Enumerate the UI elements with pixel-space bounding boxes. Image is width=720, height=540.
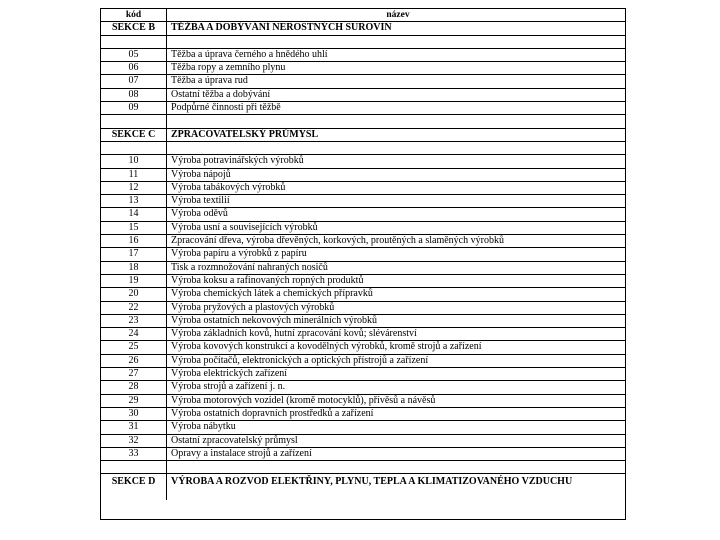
row-code — [101, 461, 167, 473]
row-name: Ostatní zpracovatelský průmysl — [171, 434, 298, 446]
row-name: Výroba papíru a výrobků z papíru — [171, 248, 307, 260]
table-row — [101, 169, 625, 182]
table-row — [101, 102, 625, 115]
table-row — [101, 248, 625, 261]
row-name: Těžba ropy a zemního plynu — [171, 62, 286, 74]
table-row — [101, 288, 625, 301]
row-code: 09 — [101, 102, 167, 114]
row-name: Výroba ostatních dopravních prostředků a zařízení — [171, 407, 374, 419]
row-name: Výroba nábytku — [171, 421, 236, 433]
table-row — [101, 208, 625, 221]
row-code: 16 — [101, 235, 167, 247]
row-name: Těžba a úprava rud — [171, 75, 248, 87]
row-code: 11 — [101, 169, 167, 181]
table-row — [101, 368, 625, 381]
row-code: SEKCE C — [101, 129, 167, 141]
row-code: 31 — [101, 421, 167, 433]
row-code: 33 — [101, 448, 167, 460]
table-row — [101, 395, 625, 408]
section-row — [101, 474, 625, 500]
table-row — [101, 182, 625, 195]
row-name — [167, 142, 625, 154]
spacer-row — [101, 461, 625, 474]
row-code: 23 — [101, 315, 167, 327]
table-row — [101, 408, 625, 421]
table-row — [101, 155, 625, 168]
table-row — [101, 222, 625, 235]
row-code — [101, 115, 167, 127]
row-code: SEKCE B — [101, 22, 167, 34]
row-name: Výroba kovových konstrukcí a kovodělných výrobků, kromě strojů a zařízení — [171, 341, 482, 353]
table-row — [101, 275, 625, 288]
row-name — [167, 115, 625, 127]
row-name: Výroba nápojů — [171, 168, 231, 180]
spacer-row — [101, 142, 625, 155]
row-code: 17 — [101, 248, 167, 260]
classification-table — [100, 8, 626, 520]
row-name: ZPRACOVATELSKÝ PRŮMYSL — [171, 128, 319, 140]
row-name: Opravy a instalace strojů a zařízení — [171, 447, 312, 459]
row-code: 30 — [101, 408, 167, 420]
table-row — [101, 62, 625, 75]
row-code: 18 — [101, 262, 167, 274]
row-name: Tisk a rozmnožování nahraných nosičů — [171, 261, 328, 273]
table-row — [101, 355, 625, 368]
table-header — [101, 9, 625, 22]
row-name: Ostatní těžba a dobývání — [171, 88, 271, 100]
row-name: Výroba základních kovů, hutní zpracování kovů; slévárenství — [171, 328, 417, 340]
row-name: Výroba tabákových výrobků — [171, 181, 286, 193]
row-code: 06 — [101, 62, 167, 74]
table-row — [101, 448, 625, 461]
row-name: Výroba elektrických zařízení — [171, 368, 288, 380]
row-name: Výroba textilií — [171, 195, 230, 207]
table-row — [101, 315, 625, 328]
row-code: 10 — [101, 155, 167, 167]
row-code: 19 — [101, 275, 167, 287]
header-code: kód — [101, 9, 167, 21]
row-name — [167, 36, 625, 48]
row-code: 07 — [101, 75, 167, 87]
table-row — [101, 89, 625, 102]
row-name: Zpracování dřeva, výroba dřevěných, korkových, proutěných a slaměných výrobků — [171, 235, 504, 247]
row-name: Výroba koksu a rafinovaných ropných produktů — [171, 274, 364, 286]
row-name: TĚŽBA A DOBÝVÁNÍ NEROSTNÝCH SUROVIN — [171, 22, 392, 34]
row-name: Těžba a úprava černého a hnědého uhlí — [171, 48, 328, 60]
row-name: Podpůrné činnosti při těžbě — [171, 102, 281, 114]
row-code: 12 — [101, 182, 167, 194]
table-row — [101, 381, 625, 394]
row-name: Výroba potravinářských výrobků — [171, 155, 304, 167]
row-code: 08 — [101, 89, 167, 101]
row-code: 24 — [101, 328, 167, 340]
row-name: Výroba chemických látek a chemických přípravků — [171, 288, 373, 300]
row-code: 25 — [101, 341, 167, 353]
row-code: SEKCE D — [101, 474, 167, 500]
table-row — [101, 421, 625, 434]
spacer-row — [101, 36, 625, 49]
row-code: 05 — [101, 49, 167, 61]
row-code: 29 — [101, 395, 167, 407]
row-name: Výroba strojů a zařízení j. n. — [171, 381, 286, 393]
row-name — [167, 461, 625, 473]
section-row — [101, 129, 625, 142]
row-code: 20 — [101, 288, 167, 300]
table-row — [101, 341, 625, 354]
row-code — [101, 142, 167, 154]
row-name: Výroba oděvů — [171, 208, 228, 220]
row-code: 14 — [101, 208, 167, 220]
row-code: 32 — [101, 435, 167, 447]
table-row — [101, 195, 625, 208]
row-name: Výroba ostatních nekovových minerálních výrobků — [171, 314, 378, 326]
table-row — [101, 235, 625, 248]
row-name: Výroba pryžových a plastových výrobků — [171, 301, 335, 313]
row-code — [101, 36, 167, 48]
table-body — [101, 22, 625, 500]
row-code: 22 — [101, 302, 167, 314]
row-name: Výroba motorových vozidel (kromě motocyklů), přívěsů a návěsů — [171, 394, 436, 406]
row-name: VÝROBA A ROZVOD ELEKTŘINY, PLYNU, TEPLA A KLIMATIZOVANÉHO VZDUCHU — [171, 476, 573, 488]
table-row — [101, 302, 625, 315]
table-row — [101, 49, 625, 62]
table-row — [101, 328, 625, 341]
spacer-row — [101, 115, 625, 128]
row-name: Výroba usní a souvisejících výrobků — [171, 221, 318, 233]
row-code: 15 — [101, 222, 167, 234]
table-row — [101, 75, 625, 88]
row-code: 13 — [101, 195, 167, 207]
row-code: 28 — [101, 381, 167, 393]
header-name: název — [386, 10, 410, 20]
table-row — [101, 435, 625, 448]
row-code: 27 — [101, 368, 167, 380]
table-row — [101, 262, 625, 275]
row-name: Výroba počítačů, elektronických a optických přístrojů a zařízení — [171, 354, 429, 366]
row-code: 26 — [101, 355, 167, 367]
section-row — [101, 22, 625, 35]
